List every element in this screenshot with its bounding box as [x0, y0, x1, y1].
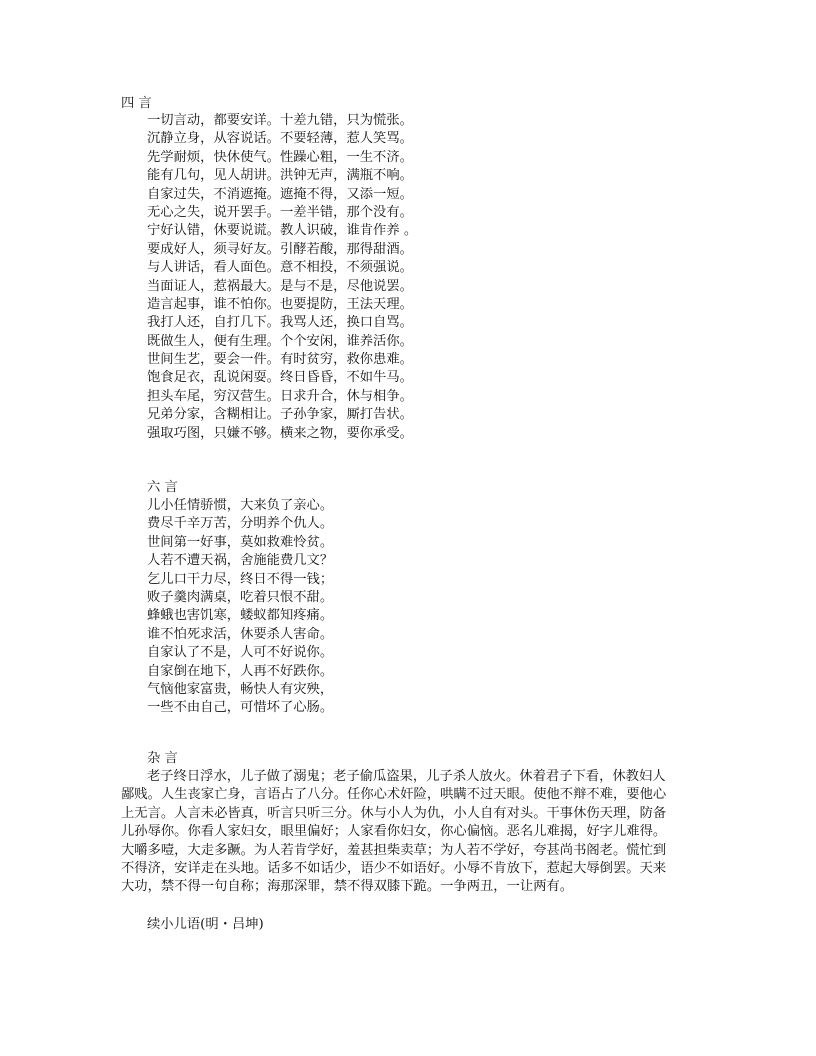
verse-line: 儿小任情骄惯，大来负了亲心。 [147, 498, 334, 513]
paragraph-line: 大功，禁不得一句自称；海那深罪，禁不得双膝下跪。一争两丑，一让两有。 [121, 879, 574, 895]
paragraph-line: 儿孙辱你。你看人家妇女，眼里偏好；人家看你妇女，你心偏恼。恶名儿难揭，好字儿难得。 [121, 824, 667, 840]
verse-line: 先学耐烦，快休使气。性躁心粗，一生不济。 [147, 149, 413, 165]
verse-line: 世间生艺，要会一件。有时贫穷，救你患难。 [147, 352, 413, 368]
verse-line: 蜂蛾也害饥寒，蝼蚁都知疼痛。 [147, 608, 334, 624]
verse-line: 能有几句，见人胡讲。洪钟无声，满瓶不响。 [147, 168, 413, 184]
verse-line: 造言起事，谁不怕你。也要提防，王法天理。 [147, 296, 413, 312]
verse-line: 谁不怕死求活，休要杀人害命。 [147, 626, 334, 642]
section-heading-misc: 杂 言 [147, 751, 178, 766]
verse-line: 败子羹肉满桌，吃着只恨不甜。 [147, 589, 334, 605]
verse-line: 自家过失，不消遮掩。遮掩不得，又添一短。 [147, 186, 413, 202]
source-citation: 续小儿语(明・吕坤) [147, 917, 264, 932]
four-char-verse-block [147, 112, 417, 443]
paragraph-line: 老子终日浮水，儿子做了溺鬼；老子偷瓜盗果，儿子杀人放火。休着君子下看，休教妇人 [147, 769, 666, 784]
section-heading-four-char: 四 言 [121, 96, 152, 111]
verse-line: 一些不由自己，可惜坏了心肠。 [147, 700, 334, 716]
six-char-verse-block [147, 497, 333, 718]
paragraph-line: 上无言。人言未必皆真，听言只听三分。休与小人为仇，小人自有对头。干事休伤天理，防备 [121, 805, 667, 821]
verse-line: 要成好人，须寻好友。引酵若酸，那得甜酒。 [147, 241, 413, 257]
verse-line: 我打人还，自打几下。我骂人还，换口自骂。 [147, 315, 413, 331]
verse-line: 自家认了不是，人可不好说你。 [147, 645, 334, 661]
verse-line: 世间第一好事，莫如救难怜贫。 [147, 534, 334, 550]
verse-line: 乞儿口干力尽，终日不得一钱； [147, 571, 334, 587]
paragraph-line: 大嚼多噎，大走多蹶。为人若肯学好，羞甚担柴卖草；为人若不学好，夸甚尚书阁老。慌忙到 [121, 842, 667, 858]
verse-line: 兄弟分家，含糊相让。子孙争家，厮打告状。 [147, 407, 413, 423]
verse-line: 人若不遭天祸，舍施能费几文？ [147, 553, 334, 569]
verse-line: 一切言动，都要安详。十差九错，只为慌张。 [147, 113, 413, 128]
paragraph-line: 不得济，安详走在头地。话多不如话少，语少不如语好。小辱不肯放下，惹起大辱倒罢。天来 [121, 860, 667, 876]
verse-line: 当面证人，惹祸最大。是与不是，尽他说罢。 [147, 278, 413, 294]
verse-line: 担头车尾，穷汉营生。日求升合，休与相争。 [147, 388, 413, 404]
verse-line: 费尽千辛万苦，分明养个仇人。 [147, 516, 334, 532]
verse-line: 无心之失，说开罢手。一差半错，那个没有。 [147, 204, 413, 220]
paragraph-line: 鄙贱。人生丧家亡身，言语占了八分。任你心术奸险，哄瞒不过天眼。使他不辩不难，要他心 [121, 787, 667, 803]
verse-line: 与人讲话，看人面色。意不相投，不须强说。 [147, 260, 413, 276]
verse-line: 饱食足衣，乱说闲耍。终日昏昏，不如牛马。 [147, 370, 413, 386]
verse-line: 气恼他家富贵，畅快人有灾殃， [147, 681, 334, 697]
verse-line: 沉静立身，从容说话。不要轻薄，惹人笑骂。 [147, 131, 413, 147]
verse-line: 宁好认错，休要说谎。教人识破，谁肯作养 。 [147, 223, 418, 239]
verse-line: 自家倒在地下，人再不好跌你。 [147, 663, 334, 679]
verse-line: 既做生人，便有生理。个个安闲，谁养活你。 [147, 333, 413, 349]
verse-line: 强取巧图，只嫌不够。横来之物，要你承受。 [147, 425, 413, 441]
section-heading-six-char: 六 言 [147, 480, 178, 495]
misc-paragraph [121, 768, 701, 897]
